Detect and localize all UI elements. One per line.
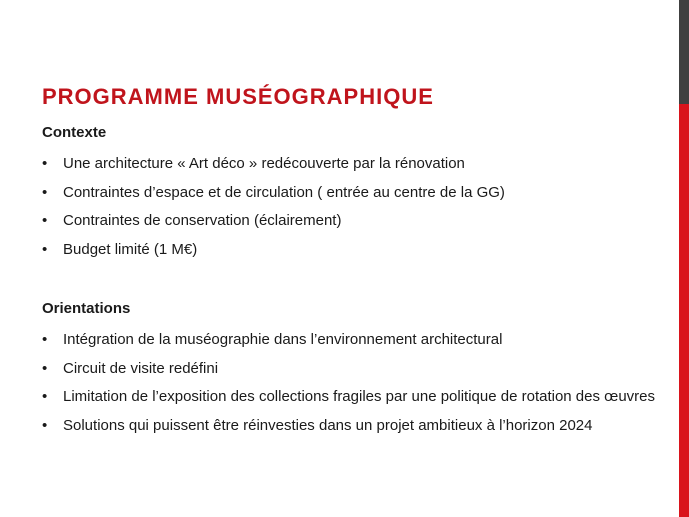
bullet-icon: • [42, 212, 48, 230]
accent-bar [679, 0, 689, 517]
bullet-icon: • [42, 183, 48, 201]
section-heading-orientations: Orientations [42, 300, 131, 317]
list-item [42, 183, 662, 202]
list-item [42, 240, 662, 259]
list-item-text: Contraintes d’espace et de circulation ( entrée au centre de la GG) [63, 183, 505, 201]
list-item [42, 359, 662, 378]
bullet-icon: • [42, 359, 48, 377]
accent-bar-grey [679, 0, 689, 104]
slide-title: PROGRAMME MUSÉOGRAPHIQUE [42, 84, 434, 109]
bullet-list-contexte [42, 154, 662, 268]
list-item-text: Limitation de l’exposition des collections fragiles par une politique de rotation des œuvres [63, 388, 655, 406]
bullet-icon: • [42, 331, 48, 348]
list-item [42, 154, 662, 173]
bullet-icon: • [42, 416, 48, 434]
list-item-text: Une architecture « Art déco » redécouverte par la rénovation [63, 155, 465, 172]
list-item [42, 416, 662, 435]
bullet-icon: • [42, 155, 48, 172]
list-item [42, 330, 662, 349]
list-item-text: Intégration de la muséographie dans l’environnement architectural [63, 331, 503, 348]
list-item [42, 211, 662, 230]
bullet-icon: • [42, 240, 48, 258]
list-item-text: Contraintes de conservation (éclairement) [63, 212, 342, 230]
bullet-icon: • [42, 388, 48, 406]
list-item-text: Solutions qui puissent être réinvesties dans un projet ambitieux à l’horizon 2024 [63, 416, 593, 434]
list-item-text: Circuit de visite redéfini [63, 359, 219, 377]
list-item [42, 387, 662, 406]
bullet-list-orientations [42, 330, 662, 444]
accent-bar-red [679, 104, 689, 517]
section-heading-contexte: Contexte [42, 124, 107, 141]
list-item-text: Budget limité (1 M€) [63, 240, 198, 258]
